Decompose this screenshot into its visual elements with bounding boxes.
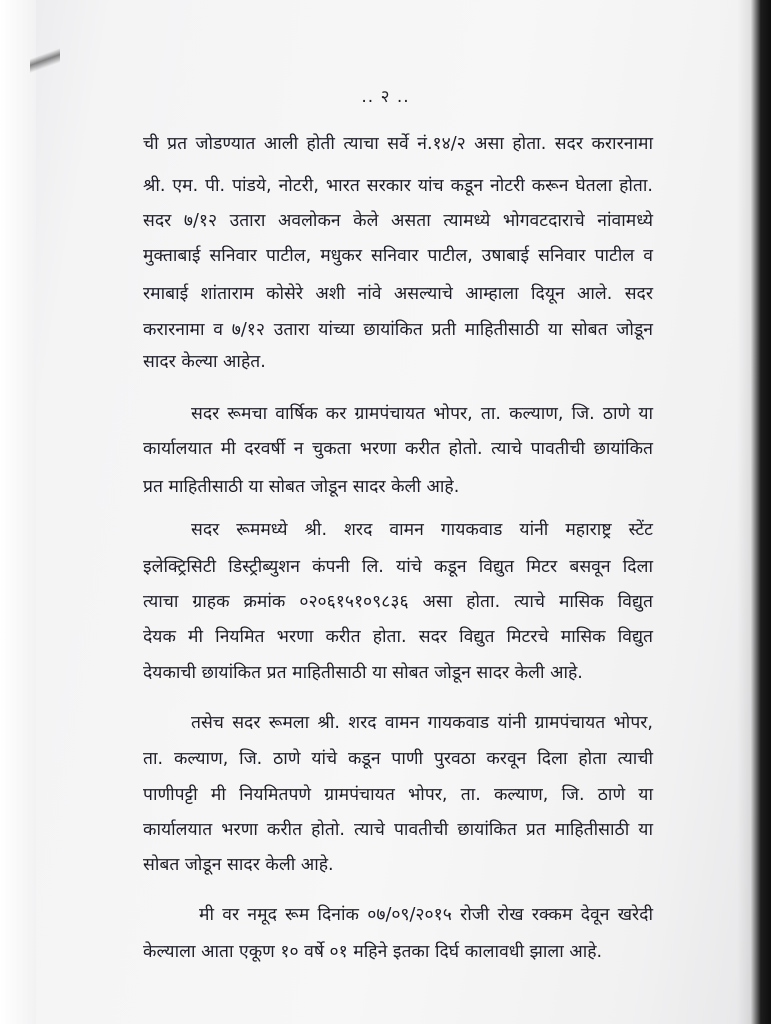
text-line: श्री. एम. पी. पांडये, नोटरी, भारत सरकार यांच कडून नोटरी करून घेतला होता. xyxy=(143,176,653,196)
text-line: मुक्ताबाई सनिवार पाटील, मधुकर सनिवार पाटील, उषाबाई सनिवार पाटील व xyxy=(143,246,653,266)
text-line: कार्यालयात भरणा करीत होतो. त्याचे पावतीची छायांकित प्रत माहितीसाठी या xyxy=(143,820,653,840)
text-line: सादर केल्या आहेत. xyxy=(143,352,266,372)
page-right-shadow xyxy=(737,0,771,1024)
text-line: सदर रूममध्ये श्री. शरद वामन गायकवाड यांनी महाराष्ट्र स्टेंट xyxy=(191,520,653,540)
text-line: इलेक्ट्रिसिटी डिस्ट्रीब्युशन कंपनी लि. यांचे कडून विद्युत मिटर बसवून दिला xyxy=(143,557,653,577)
text-line: सदर ७/१२ उतारा अवलोकन केले असता त्यामध्ये भोगवटदाराचे नांवामध्ये xyxy=(143,211,653,231)
page-number: .. २ .. xyxy=(361,87,410,107)
text-line: ची प्रत जोडण्यात आली होती त्याचा सर्वे नं.१४/२ असा होता. सदर करारनामा xyxy=(143,134,653,154)
text-line: ता. कल्याण, जि. ठाणे यांचे कडून पाणी पुरवठा करवून दिला होता त्याची xyxy=(143,749,653,769)
text-line: करारनामा व ७/१२ उतारा यांच्या छायांकित प्रती माहितीसाठी या सोबत जोडून xyxy=(143,320,653,340)
page-left-margin xyxy=(0,0,36,1024)
text-line: केल्याला आता एकूण १० वर्षे ०१ महिने इतका दिर्घ कालावधी झाला आहे. xyxy=(143,942,603,962)
text-line: पाणीपट्टी मी नियमितपणे ग्रामपंचायत भोपर, ता. कल्याण, जि. ठाणे या xyxy=(143,785,653,805)
text-line: मी वर नमूद रूम दिनांक ०७/०९/२०१५ रोजी रोख रक्कम देवून खरेदी xyxy=(199,905,653,925)
text-line: प्रत माहितीसाठी या सोबत जोडून सादर केली आहे. xyxy=(143,477,460,497)
text-line: सोबत जोडून सादर केली आहे. xyxy=(143,855,334,875)
text-line: तसेच सदर रूमला श्री. शरद वामन गायकवाड यांनी ग्रामपंचायत भोपर, xyxy=(191,713,653,733)
text-line: देयक मी नियमित भरणा करीत होता. सदर विद्युत मिटरचे मासिक विद्युत xyxy=(143,627,653,647)
text-line: सदर रूमचा वार्षिक कर ग्रामपंचायत भोपर, ता. कल्याण, जि. ठाणे या xyxy=(191,404,653,424)
text-line: देयकाची छायांकित प्रत माहितीसाठी या सोबत जोडून सादर केली आहे. xyxy=(143,663,583,683)
text-line: कार्यालयात मी दरवर्षी न चुकता भरणा करीत होतो. त्याचे पावतीची छायांकित xyxy=(143,439,653,459)
text-line: त्याचा ग्राहक क्रमांक ०२०६१५१०९८३६ असा होता. त्याचे मासिक विद्युत xyxy=(143,592,653,612)
text-line: रमाबाई शांताराम कोसेरे अशी नांवे असल्याचे आम्हाला दियून आले. सदर xyxy=(143,284,653,304)
